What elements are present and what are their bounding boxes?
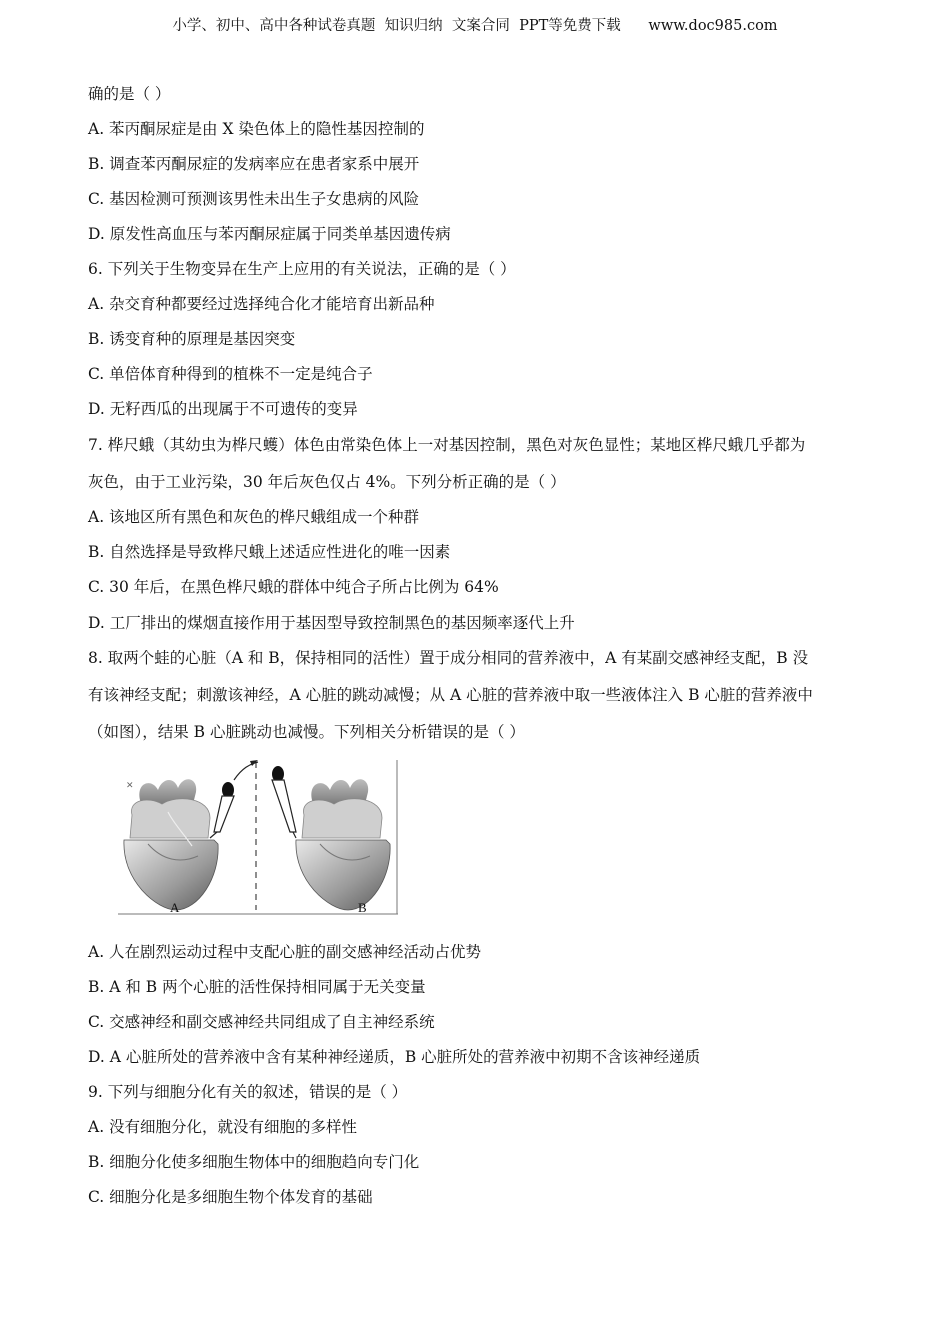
option-line: D. 无籽西瓜的出现属于不可遗传的变异: [88, 400, 358, 418]
label-a: A: [170, 900, 180, 915]
page-header: 小学、初中、高中各种试卷真题 知识归纳 文案合同 PPT等免费下载 www.doc985.com: [172, 18, 778, 34]
heart-experiment-diagram: [118, 760, 398, 920]
option-line: A. 苯丙酮尿症是由 X 染色体上的隐性基因控制的: [88, 120, 425, 138]
svg-text:✕: ✕: [126, 781, 134, 791]
question-8-stem: 8. 取两个蛙的心脏（A 和 B，保持相同的活性）置于成分相同的营养液中，A 有某副交感神经支配，B 没: [88, 649, 809, 667]
transfer-arrow-icon: [234, 762, 258, 780]
option-line: B. 自然选择是导致桦尺蛾上述适应性进化的唯一因素: [88, 543, 451, 561]
option-line: C. 基因检测可预测该男性未出生子女患病的风险: [88, 190, 420, 208]
option-line: D. 工厂排出的煤烟直接作用于基因型导致控制黑色的基因频率逐代上升: [88, 614, 575, 632]
text-line: 确的是（ ）: [88, 85, 171, 103]
question-8-stem-cont: 有该神经支配；刺激该神经，A 心脏的跳动减慢；从 A 心脏的营养液中取一些液体注入 B 心脏的营养液中: [88, 686, 813, 704]
option-line: C. 细胞分化是多细胞生物个体发育的基础: [88, 1188, 373, 1206]
option-line: C. 30 年后，在黑色桦尺蛾的群体中纯合子所占比例为 64%: [88, 578, 499, 596]
option-line: B. 细胞分化使多细胞生物体中的细胞趋向专门化: [88, 1153, 420, 1171]
option-line: B. 诱变育种的原理是基因突变: [88, 330, 296, 348]
option-line: B. A 和 B 两个心脏的活性保持相同属于无关变量: [88, 978, 426, 996]
option-line: C. 交感神经和副交感神经共同组成了自主神经系统: [88, 1013, 435, 1031]
option-line: D. 原发性高血压与苯丙酮尿症属于同类单基因遗传病: [88, 225, 451, 243]
option-line: D. A 心脏所处的营养液中含有某种神经递质，B 心脏所处的营养液中初期不含该神经递质: [88, 1048, 701, 1066]
frog-hearts-figure: [118, 760, 398, 920]
question-8-stem-cont: （如图），结果 B 心脏跳动也减慢。下列相关分析错误的是（ ）: [88, 723, 525, 741]
option-line: C. 单倍体育种得到的植株不一定是纯合子: [88, 365, 373, 383]
question-7-stem: 7. 桦尺蛾（其幼虫为桦尺蠖）体色由常染色体上一对基因控制，黑色对灰色显性；某地区桦尺蛾几乎都为: [88, 436, 806, 454]
question-9-stem: 9. 下列与细胞分化有关的叙述，错误的是（ ）: [88, 1083, 408, 1101]
heart-b: [296, 779, 390, 910]
option-line: A. 该地区所有黑色和灰色的桦尺蛾组成一个种群: [88, 508, 420, 526]
option-line: B. 调查苯丙酮尿症的发病率应在患者家系中展开: [88, 155, 420, 173]
question-6-stem: 6. 下列关于生物变异在生产上应用的有关说法，正确的是（ ）: [88, 260, 516, 278]
dropper-b-icon: [272, 766, 296, 838]
question-7-stem-cont: 灰色，由于工业污染，30 年后灰色仅占 4%。下列分析正确的是（ ）: [88, 473, 566, 491]
dropper-a-icon: [210, 782, 234, 838]
option-line: A. 人在剧烈运动过程中支配心脏的副交感神经活动占优势: [88, 943, 482, 961]
heart-a: [124, 779, 218, 910]
option-line: A. 杂交育种都要经过选择纯合化才能培育出新品种: [88, 295, 435, 313]
option-line: A. 没有细胞分化，就没有细胞的多样性: [88, 1118, 358, 1136]
label-b: B: [358, 900, 367, 915]
